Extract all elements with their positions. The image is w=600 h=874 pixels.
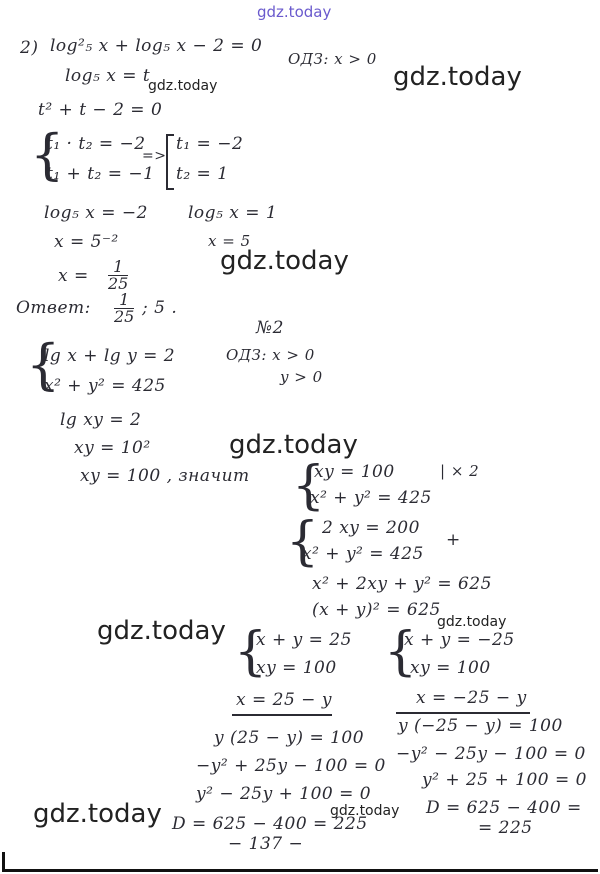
page-corner-border <box>2 852 598 872</box>
sum-of-squares: x² + y² = 425 <box>44 376 166 396</box>
vieta-sum: t₁ + t₂ = −1 <box>46 164 155 184</box>
odz-y: y > 0 <box>280 368 323 386</box>
case-1-step-1: y (25 − y) = 100 <box>214 728 365 748</box>
system-brace: { <box>384 622 418 682</box>
fraction-numerator: 1 <box>108 259 128 276</box>
case-2-underline <box>396 712 530 714</box>
system-2xy: 2 xy = 200 <box>322 518 420 538</box>
problem-header: №2 <box>256 318 284 338</box>
x-equals: x = <box>58 266 89 286</box>
fraction-1-25 <box>108 259 128 292</box>
xy-power: xy = 10² <box>74 438 151 458</box>
vieta-product: t₁ · t₂ = −2 <box>46 134 146 154</box>
xy-conclusion: xy = 100 , значит <box>80 466 250 486</box>
case-2-step-3: y² + 25 + 100 = 0 <box>422 770 587 790</box>
case-2-step-1: y (−25 − y) = 100 <box>398 716 563 736</box>
case-1-log: log₅ x = −2 <box>44 203 148 223</box>
case-2-step-2: −y² − 25y − 100 = 0 <box>396 744 586 764</box>
answer-rest: ; 5 . <box>142 298 178 318</box>
case-1-x: x = 25 − y <box>236 690 332 710</box>
case-2-product: xy = 100 <box>410 658 491 678</box>
case-1-remainder: − 137 − <box>228 834 304 854</box>
case-2-log: log₅ x = 1 <box>188 203 278 223</box>
case-1-underline <box>232 714 332 716</box>
watermark: gdz.today <box>229 430 358 460</box>
lg-xy: lg xy = 2 <box>60 410 142 430</box>
problem-number: 2) <box>20 38 39 58</box>
case-2-result: = 225 <box>478 818 533 838</box>
case-1-sum: x + y = 25 <box>256 630 352 650</box>
fraction-denominator: 25 <box>114 307 135 326</box>
odz-condition: ОДЗ: x > 0 <box>288 50 377 68</box>
roots-bracket <box>166 134 174 190</box>
watermark: gdz.today <box>437 614 507 630</box>
watermark: gdz.today <box>220 246 349 276</box>
case-1-discriminant: D = 625 − 400 = 225 <box>172 814 368 834</box>
equation: log²₅ x + log₅ x − 2 = 0 <box>50 36 263 56</box>
system-brace: { <box>26 333 61 396</box>
system-brace: { <box>286 512 320 572</box>
watermark: gdz.today <box>33 799 162 829</box>
substitution: log₅ x = t <box>65 66 151 86</box>
case-1-product: xy = 100 <box>256 658 337 678</box>
multiply-note: | × 2 <box>440 462 480 480</box>
log-equation: lg x + lg y = 2 <box>44 346 176 366</box>
watermark-top: gdz.today <box>257 3 332 21</box>
system-squares: x² + y² = 425 <box>310 488 432 508</box>
plus-sign: + <box>446 530 461 550</box>
x-power: x = 5⁻² <box>54 232 119 252</box>
system-squares-2: x² + y² = 425 <box>302 544 424 564</box>
system-xy: xy = 100 <box>314 462 395 482</box>
system-brace: { <box>30 123 65 186</box>
case-1-step-2: −y² + 25y − 100 = 0 <box>196 756 386 776</box>
x-equals-5: x = 5 <box>208 232 251 250</box>
system-brace: { <box>292 456 326 516</box>
answer-label: Ответ: <box>16 298 91 318</box>
case-2-discriminant: D = 625 − 400 = <box>426 798 582 818</box>
square-equation: (x + y)² = 625 <box>312 600 441 620</box>
root-1: t₁ = −2 <box>176 134 244 154</box>
fraction-numerator: 1 <box>114 292 134 309</box>
watermark: gdz.today <box>330 803 400 819</box>
watermark: gdz.today <box>97 616 226 646</box>
fraction-denominator: 25 <box>108 274 129 293</box>
case-2-sum: x + y = −25 <box>404 630 515 650</box>
quadratic: t² + t − 2 = 0 <box>38 100 163 120</box>
watermark: gdz.today <box>393 62 522 92</box>
odz-x: ОДЗ: x > 0 <box>226 346 315 364</box>
case-1-step-3: y² − 25y + 100 = 0 <box>196 784 372 804</box>
system-brace: { <box>234 622 268 682</box>
sum-equation: x² + 2xy + y² = 625 <box>312 574 492 594</box>
implies-arrow: => <box>142 148 167 164</box>
answer-fraction <box>114 292 134 325</box>
root-2: t₂ = 1 <box>176 164 229 184</box>
watermark: gdz.today <box>148 78 218 94</box>
case-2-x: x = −25 − y <box>416 688 527 708</box>
